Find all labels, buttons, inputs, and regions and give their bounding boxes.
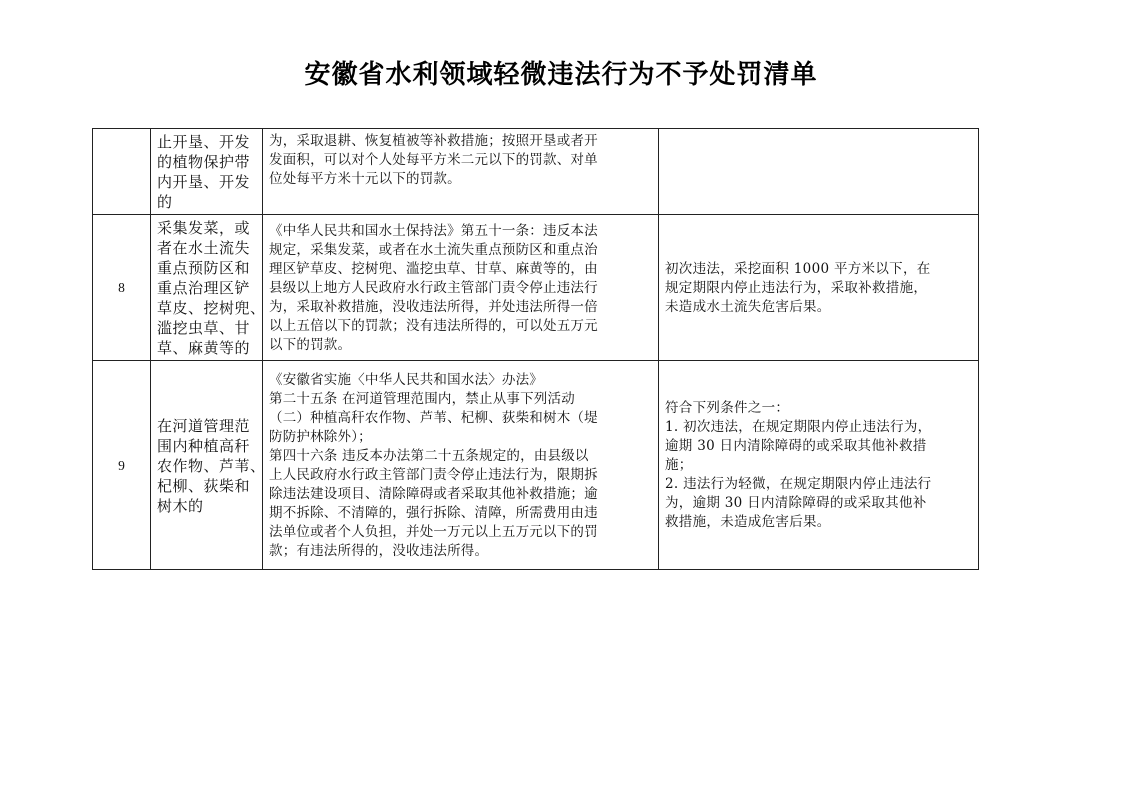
document-title: 安徽省水利领域轻微违法行为不予处罚清单: [304, 60, 818, 90]
legal-basis-line: 上人民政府水行政主管部门责令停止违法行为，限期拆: [269, 466, 598, 483]
exemption-conditions-line: 逾期 30 日内清除障碍的或采取其他补救措: [665, 438, 927, 454]
violation-item-line: 围内种植高秆: [157, 436, 251, 455]
legal-basis-line: 款；有违法所得的，没收违法所得。: [269, 542, 489, 559]
violation-item-line: 滥挖虫草、甘: [157, 319, 251, 337]
legal-basis-line: 为，采取补救措施，没收违法所得，并处违法所得一倍: [269, 298, 598, 315]
violation-item-line: 内开垦、开发: [157, 173, 251, 191]
violation-item-line: 杞柳、荻柴和: [157, 476, 251, 495]
legal-basis-line: 发面积，可以对个人处每平方米二元以下的罚款、对单: [269, 152, 598, 168]
violation-item: [151, 129, 263, 215]
table-row: [93, 215, 979, 361]
legal-basis-line: 以上五倍以下的罚款；没有违法所得的，可以处五万元: [269, 317, 598, 334]
exemption-conditions-line: 未造成水土流失危害后果。: [665, 298, 831, 315]
legal-basis-line: 第四十六条 违反本办法第二十五条规定的，由县级以: [269, 447, 589, 464]
exemption-conditions-line: 施；: [665, 457, 693, 473]
exemption-conditions-line: 初次违法，采挖面积 1000 平方米以下，在: [665, 260, 931, 277]
legal-basis: [263, 215, 659, 361]
legal-basis-line: 防防护林除外）；: [269, 428, 372, 445]
violation-item-line: 农作物、芦苇、: [157, 456, 266, 475]
violation-item-line: 树木的: [157, 496, 204, 515]
exemption-conditions-line: 2. 违法行为轻微，在规定期限内停止违法行: [665, 476, 932, 492]
legal-basis-line: 位处每平方米十元以下的罚款。: [269, 171, 461, 187]
violation-item-line: 止开垦、开发: [157, 133, 251, 151]
legal-basis-line: 法单位或者个人负担，并处一万元以上五万元以下的罚: [269, 523, 598, 540]
legal-basis-line: 期不拆除、不清障的，强行拆除、清障，所需费用由违: [269, 504, 598, 521]
exemption-conditions: [659, 361, 979, 570]
legal-basis-line: 《中华人民共和国水土保持法》第五十一条：违反本法: [269, 222, 598, 239]
legal-basis: [263, 361, 659, 570]
violation-item-line: 的植物保护带: [157, 153, 251, 171]
exemption-conditions-line: 为，逾期 30 日内清除障碍的或采取其他补: [665, 495, 927, 511]
row-number: 8: [93, 215, 151, 361]
exemption-conditions-line: 符合下列条件之一：: [665, 400, 790, 416]
violation-item: [151, 361, 266, 570]
legal-basis-line: 《安徽省实施〈中华人民共和国水法〉办法》: [269, 371, 543, 388]
legal-basis-line: 以下的罚款。: [269, 336, 352, 353]
exemption-conditions: [659, 215, 979, 361]
legal-basis-line: 除违法建设项目、清除障碍或者采取其他补救措施；逾: [269, 485, 598, 502]
penalty-exemption-table: [92, 128, 979, 570]
violation-item-line: 的: [157, 193, 173, 211]
legal-basis: [263, 129, 659, 215]
violation-item: [151, 215, 266, 361]
legal-basis-line: 规定，采集发菜，或者在水土流失重点预防区和重点治: [269, 241, 598, 258]
exemption-conditions: [659, 129, 979, 215]
legal-basis-line: （二）种植高秆农作物、芦苇、杞柳、荻柴和树木（堤: [269, 409, 598, 426]
violation-item-line: 重点治理区铲: [157, 279, 251, 297]
legal-basis-line: 理区铲草皮、挖树兜、滥挖虫草、甘草、麻黄等的，由: [269, 260, 598, 277]
violation-item-line: 重点预防区和: [157, 259, 251, 277]
exemption-conditions-line: 救措施，未造成危害后果。: [665, 514, 831, 530]
violation-item-line: 草、麻黄等的: [157, 339, 251, 357]
table-row: [93, 129, 979, 215]
violation-item-line: 者在水土流失: [157, 239, 251, 257]
row-number: [93, 129, 151, 215]
violation-item-line: 草皮、挖树兜、: [157, 299, 266, 317]
row-number: 9: [93, 361, 151, 570]
legal-basis-line: 第二十五条 在河道管理范围内，禁止从事下列活动: [269, 390, 575, 407]
exemption-conditions-line: 1. 初次违法，在规定期限内停止违法行为，: [665, 419, 932, 435]
exemption-conditions-line: 规定期限内停止违法行为，采取补救措施，: [665, 279, 928, 296]
table-row: [93, 361, 979, 570]
violation-item-line: 在河道管理范: [157, 416, 251, 435]
legal-basis-line: 为，采取退耕、恢复植被等补救措施；按照开垦或者开: [269, 133, 598, 149]
violation-item-line: 采集发菜，或: [157, 219, 251, 237]
legal-basis-line: 县级以上地方人民政府水行政主管部门责令停止违法行: [269, 279, 598, 296]
